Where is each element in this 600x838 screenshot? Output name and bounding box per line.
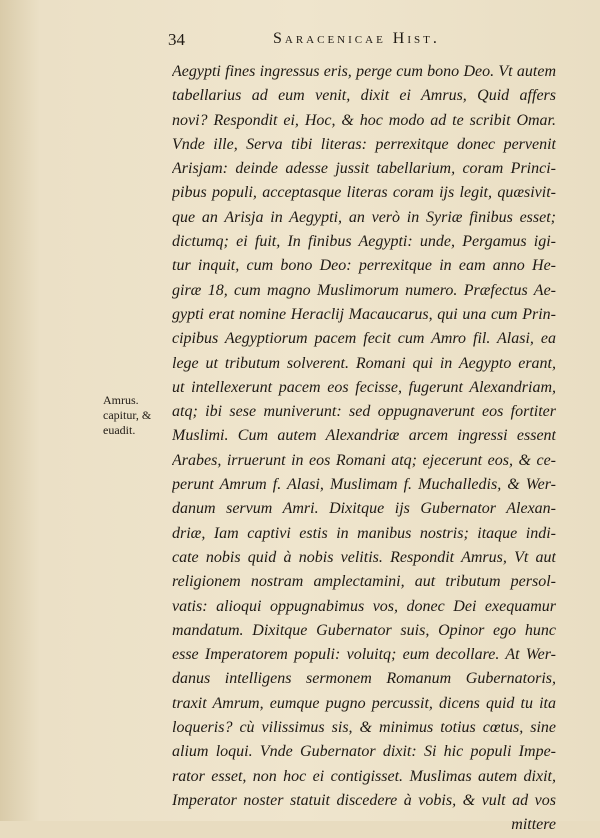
body-line: tabellarius ad eum venit, dixit ei Amrus, Quid affers [172, 87, 556, 105]
body-line: giræ 18, cum magno Muslimorum numero. Præfectus Ae- [172, 281, 556, 299]
body-line: Imperator noster statuit discedere à vobis, & vult ad vos [172, 791, 556, 809]
body-line: mandatum. Dixitque Gubernator suis, Opinor ego hunc [172, 621, 556, 639]
body-line: vatis: alioqui oppugnabimus vos, donec Dei exequamur [172, 597, 556, 615]
body-line: atq; ibi sese muniverunt: sed oppugnaverunt eos fortiter [172, 403, 556, 421]
running-head: Saracenicae Hist. [273, 30, 440, 47]
body-line: cate nobis quid à nobis velitis. Respondit Amrus, Vt aut [172, 548, 556, 566]
body-line: Arisjam: deinde adesse jussit tabellarium, coram Princi- [172, 160, 556, 178]
page-number: 34 [168, 30, 185, 49]
marginal-note [103, 393, 169, 438]
body-text [172, 60, 556, 838]
body-line: danus intelligens sermonem Romanum Gubernatoris, [172, 670, 556, 688]
marginal-note-line: capitur, & [103, 408, 152, 422]
body-line: Vnde ille, Serva tibi literas: perrexitque donec pervenit [172, 135, 556, 153]
body-line: mittere [511, 816, 556, 834]
body-line: Aegypti fines ingressus eris, perge cum bono Deo. Vt autem [172, 63, 556, 80]
body-line: pibus populi, acceptasque literas coram ijs legit, quæsivit- [172, 184, 556, 202]
body-line: novi? Respondit ei, Hoc, & hoc modo ad te scribit Omar. [172, 111, 556, 129]
marginal-note-line: Amrus. [103, 393, 139, 407]
body-line: dictumq; ei fuit, In finibus Aegypti: unde, Pergamus igi- [172, 233, 556, 251]
body-line: ut intellexerunt pacem eos fecisse, fugerunt Alexandriam, [172, 378, 556, 396]
body-line: perunt Amrum f. Alasi, Muslimam f. Muchalledis, & Wer- [172, 476, 556, 494]
body-line: lege ut tributum solverent. Romani qui in Aegypto erant, [172, 354, 556, 372]
page-header [168, 30, 498, 52]
body-line: esse Imperatorem populi: voluitq; eum decollare. At Wer- [172, 646, 556, 664]
body-line: traxit Amrum, eumque pugno percussit, dicens quid tu ita [172, 694, 556, 712]
body-line: rator esset, non hoc ei contigisset. Muslimas autem dixit, [172, 767, 556, 785]
body-line: Arabes, irruerunt in eos Romani atq; ejecerunt eos, & ce- [172, 451, 556, 469]
body-line: loqueris? cù vilissimus sis, & minimus totius cœtus, sine [172, 719, 556, 737]
body-line: driæ, Iam captivi estis in manibus nostris; itaque indi- [172, 524, 556, 542]
body-line: alium loqui. Vnde Gubernator dixit: Si hic populi Impe- [172, 743, 556, 761]
body-line: tur inquit, cum bono Deo: perrexitque in eam anno He- [172, 257, 556, 275]
body-line: danum servum Amri. Dixitque ijs Gubernator Alexan- [172, 500, 556, 518]
body-line: que an Arisja in Aegypti, an verò in Syriæ finibus esset; [172, 208, 556, 226]
body-line: religionem nostram amplectamini, aut tributum persol- [172, 573, 556, 591]
body-line: Muslimi. Cum autem Alexandriæ arcem ingressi essent [172, 427, 556, 445]
marginal-note-line: euadit. [103, 423, 136, 437]
body-line: gypti erat nomine Heraclij Macaucarus, qui una cum Prin- [172, 305, 556, 323]
body-line: cipibus Aegyptiorum pacem fecit cum Amro fil. Alasi, ea [172, 330, 556, 348]
